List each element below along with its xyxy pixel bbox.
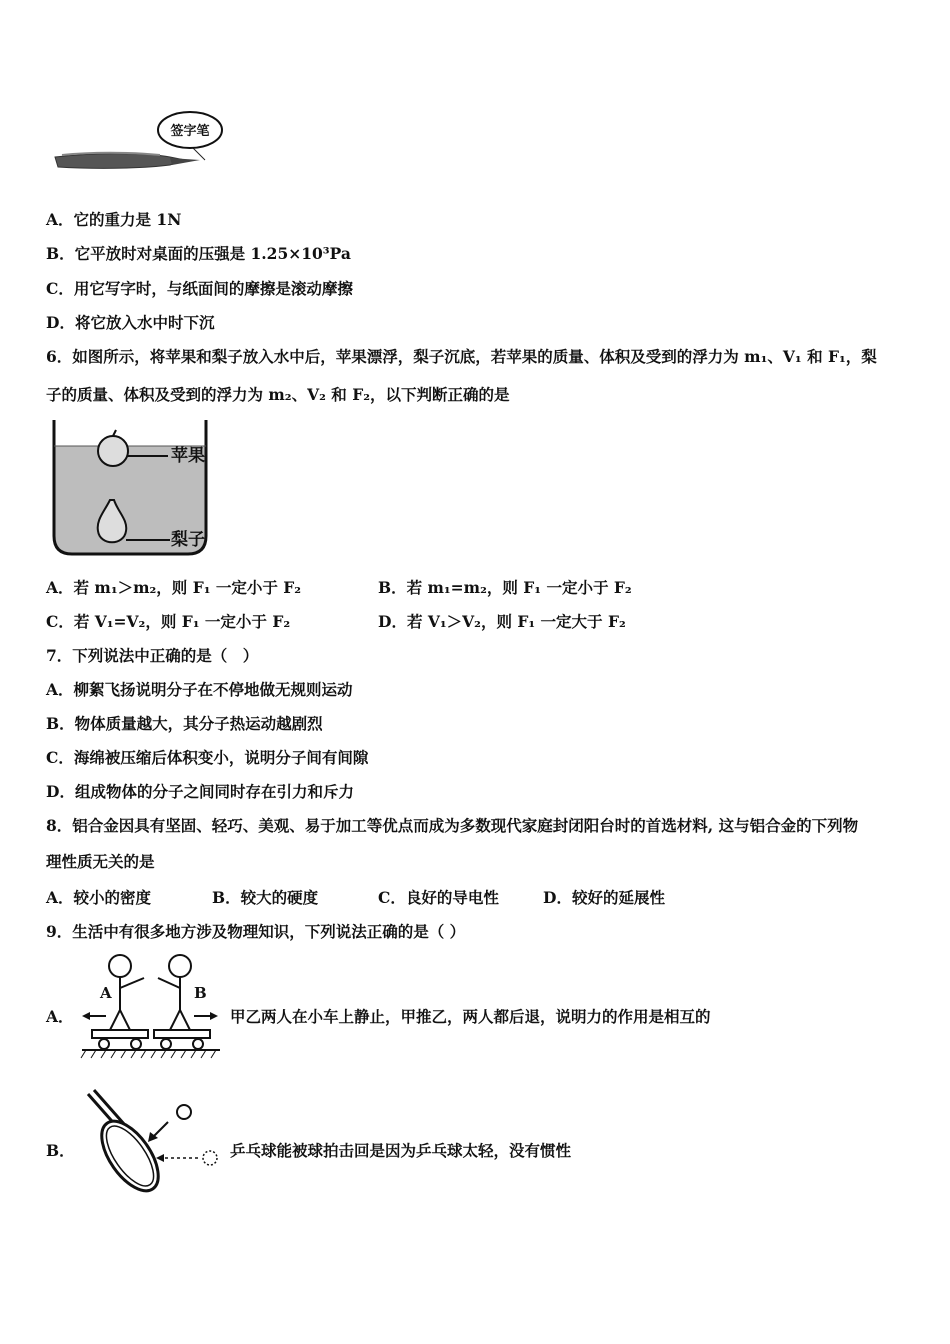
q9-option-b-letter: B．	[46, 1141, 75, 1160]
q7-option-a: A．柳絮飞扬说明分子在不停地做无规则运动	[46, 680, 353, 699]
q8-option-a: A．较小的密度	[46, 888, 152, 907]
q9-option-b-text: 乒乓球能被球拍击回是因为乒乓球太轻，没有惯性	[230, 1141, 572, 1160]
paddle-figure	[78, 1088, 228, 1200]
q9-stem: 9．生活中有很多地方涉及物理知识，下列说法正确的是（ ）	[46, 922, 466, 941]
q6-option-b: B．若 m₁=m₂，则 F₁ 一定小于 F₂	[378, 578, 632, 597]
q6-option-c: C．若 V₁=V₂，则 F₁ 一定小于 F₂	[46, 612, 291, 631]
q8-stem-line1: 8．铝合金因具有坚固、轻巧、美观、易于加工等优点而成为多数现代家庭封闭阳台时的首选材料, 这与铝合金的下列物	[46, 816, 859, 835]
pen-figure	[50, 105, 235, 185]
q6-option-d: D．若 V₁＞V₂，则 F₁ 一定大于 F₂	[378, 612, 626, 631]
q6-stem-line2: 子的质量、体积及受到的浮力为 m₂、V₂ 和 F₂，以下判断正确的是	[46, 385, 510, 404]
q8-option-c: C．良好的导电性	[378, 888, 499, 907]
label-person-b: B	[194, 984, 207, 1002]
label-person-a: A	[100, 984, 112, 1002]
q9-option-a-text: 甲乙两人在小车上静止，甲推乙，两人都后退，说明力的作用是相互的	[230, 1007, 711, 1026]
q6-option-a: A．若 m₁＞m₂，则 F₁ 一定小于 F₂	[46, 578, 302, 597]
beaker-figure	[48, 416, 228, 558]
q7-stem: 7．下列说法中正确的是（ ）	[46, 646, 259, 665]
ball-icon	[177, 1105, 191, 1119]
q8-stem-line2: 理性质无关的是	[46, 852, 155, 871]
q5-option-b: B．它平放时对桌面的压强是 1.25×10³Pa	[46, 244, 351, 263]
q7-option-d: D．组成物体的分子之间同时存在引力和斥力	[46, 782, 354, 801]
q7-option-c: C．海绵被压缩后体积变小，说明分子间有间隙	[46, 748, 369, 767]
q5-option-d: D．将它放入水中时下沉	[46, 313, 215, 332]
pen-label: 签字笔	[170, 124, 210, 139]
q5-option-a: A．它的重力是 1N	[46, 210, 182, 229]
apple-shape	[98, 436, 128, 466]
pear-label: 梨子	[171, 530, 205, 550]
q6-stem-line1: 6．如图所示，将苹果和梨子放入水中后，苹果漂浮，梨子沉底，若苹果的质量、体积及受到的浮力为 m₁、V₁ 和 F₁，梨	[46, 347, 877, 366]
q8-option-b: B．较大的硬度	[212, 888, 319, 907]
q7-option-b: B．物体质量越大，其分子热运动越剧烈	[46, 714, 323, 733]
apple-label: 苹果	[171, 446, 205, 466]
push-carts-figure	[78, 950, 223, 1062]
q9-option-a-letter: A．	[46, 1007, 74, 1026]
q8-option-d: D．较好的延展性	[543, 888, 665, 907]
q5-option-c: C．用它写字时，与纸面间的摩擦是滚动摩擦	[46, 279, 353, 298]
